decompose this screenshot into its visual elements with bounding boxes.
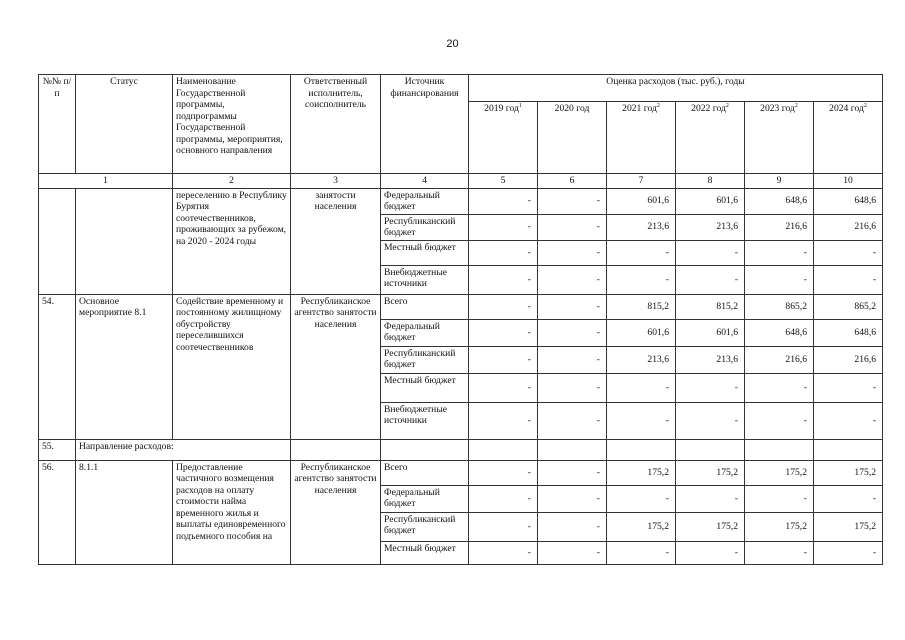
value-cell: 175,2 — [814, 512, 883, 541]
column-number: 4 — [381, 174, 469, 189]
header-year — [607, 102, 676, 174]
header-num: №№ п/п — [39, 75, 76, 174]
year-footnote-mark: 1 — [518, 103, 522, 109]
funding-source: Всего — [381, 460, 469, 485]
year-label: 2024 год — [829, 103, 864, 115]
value-cell: - — [538, 373, 607, 402]
empty-cell — [607, 439, 676, 460]
value-cell: - — [469, 512, 538, 541]
funding-source: Всего — [381, 294, 469, 319]
column-number: 3 — [291, 174, 381, 189]
value-cell: - — [469, 541, 538, 564]
value-cell: - — [538, 188, 607, 214]
value-cell: 175,2 — [814, 460, 883, 485]
column-number: 8 — [676, 174, 745, 189]
value-cell: - — [538, 485, 607, 512]
row-status: Основное мероприятие 8.1 — [76, 294, 173, 439]
value-cell: - — [469, 188, 538, 214]
row-number: 54. — [39, 294, 76, 439]
row-name: Содействие временному и постоянному жилищному обустройству переселившихся соотечественников — [173, 294, 291, 439]
value-cell: - — [469, 214, 538, 240]
row-status — [76, 188, 173, 294]
empty-cell — [538, 439, 607, 460]
value-cell: - — [676, 265, 745, 294]
funding-source: Местный бюджет — [381, 240, 469, 265]
value-cell: - — [607, 373, 676, 402]
row-number — [39, 188, 76, 294]
value-cell: - — [538, 265, 607, 294]
header-year — [538, 102, 607, 174]
column-number: 10 — [814, 174, 883, 189]
value-cell: - — [607, 402, 676, 439]
value-cell: 648,6 — [745, 319, 814, 346]
value-cell: - — [469, 294, 538, 319]
value-cell: 213,6 — [607, 346, 676, 373]
value-cell: - — [538, 402, 607, 439]
header-row — [39, 75, 883, 102]
row-direction-label: Направление расходов: — [76, 439, 291, 460]
header-name: Наименование Государственной программы, подпрограммы Государственной программы, мероприятия, основного направления — [173, 75, 291, 174]
value-cell: - — [469, 265, 538, 294]
value-cell: 865,2 — [745, 294, 814, 319]
column-number: 6 — [538, 174, 607, 189]
funding-source: Внебюджетные источники — [381, 265, 469, 294]
row-number: 56. — [39, 460, 76, 564]
year-label: 2023 год — [760, 103, 795, 115]
empty-cell — [381, 439, 469, 460]
value-cell: - — [607, 240, 676, 265]
value-cell: - — [469, 373, 538, 402]
value-cell: - — [814, 240, 883, 265]
value-cell: - — [538, 319, 607, 346]
row-responsible: занятости населения — [291, 188, 381, 294]
header-year — [469, 102, 538, 174]
value-cell: 601,6 — [676, 188, 745, 214]
empty-cell — [745, 439, 814, 460]
row-responsible: Республиканское агентство занятости населения — [291, 294, 381, 439]
header-status: Статус — [76, 75, 173, 174]
year-footnote-mark: 2 — [794, 103, 798, 109]
funding-source: Внебюджетные источники — [381, 402, 469, 439]
value-cell: 865,2 — [814, 294, 883, 319]
value-cell: 175,2 — [607, 512, 676, 541]
year-label: 2020 год — [554, 103, 590, 114]
empty-cell — [814, 439, 883, 460]
value-cell: 175,2 — [607, 460, 676, 485]
value-cell: 213,6 — [676, 346, 745, 373]
value-cell: - — [538, 460, 607, 485]
row-name: переселению в Республику Бурятия соотечественников, проживающих за рубежом, на 2020 - 2024 годы — [173, 188, 291, 294]
value-cell: - — [469, 319, 538, 346]
value-cell: 213,6 — [676, 214, 745, 240]
funding-source: Местный бюджет — [381, 541, 469, 564]
column-numbers-row — [39, 174, 883, 189]
value-cell: 648,6 — [814, 319, 883, 346]
value-cell: 601,6 — [607, 188, 676, 214]
value-cell: - — [814, 373, 883, 402]
column-number: 1 — [39, 174, 173, 189]
value-cell: - — [469, 402, 538, 439]
header-costs: Оценка расходов (тыс. руб.), годы — [469, 75, 883, 102]
value-cell: - — [676, 541, 745, 564]
value-cell: 175,2 — [676, 460, 745, 485]
column-number: 9 — [745, 174, 814, 189]
column-number: 7 — [607, 174, 676, 189]
value-cell: 216,6 — [814, 346, 883, 373]
value-cell: - — [538, 294, 607, 319]
value-cell: - — [676, 485, 745, 512]
value-cell: - — [676, 373, 745, 402]
value-cell: 815,2 — [607, 294, 676, 319]
header-source: Источник финансирования — [381, 75, 469, 174]
year-label: 2021 год — [622, 103, 657, 115]
value-cell: - — [745, 265, 814, 294]
funding-source: Республиканский бюджет — [381, 214, 469, 240]
empty-cell — [676, 439, 745, 460]
column-number: 5 — [469, 174, 538, 189]
value-cell: - — [745, 541, 814, 564]
row-name: Предоставление частичного возмещения расходов на оплату стоимости найма временного жилья и выплаты единовременного подъемного пособия на — [173, 460, 291, 564]
value-cell: 815,2 — [676, 294, 745, 319]
value-cell: - — [469, 346, 538, 373]
year-footnote-mark: 2 — [725, 103, 729, 109]
value-cell: - — [607, 485, 676, 512]
header-year — [676, 102, 745, 174]
value-cell: - — [745, 373, 814, 402]
value-cell: 601,6 — [676, 319, 745, 346]
funding-source: Местный бюджет — [381, 373, 469, 402]
value-cell: - — [469, 460, 538, 485]
empty-cell — [469, 439, 538, 460]
value-cell: 601,6 — [607, 319, 676, 346]
value-cell: - — [814, 402, 883, 439]
value-cell: 175,2 — [676, 512, 745, 541]
year-label: 2022 год — [691, 103, 726, 115]
table-row — [39, 460, 883, 485]
funding-source: Федеральный бюджет — [381, 319, 469, 346]
year-footnote-mark: 2 — [656, 103, 660, 109]
value-cell: 648,6 — [814, 188, 883, 214]
funding-source: Федеральный бюджет — [381, 485, 469, 512]
funding-source: Республиканский бюджет — [381, 346, 469, 373]
value-cell: 175,2 — [745, 460, 814, 485]
value-cell: 216,6 — [745, 214, 814, 240]
value-cell: 648,6 — [745, 188, 814, 214]
value-cell: - — [676, 402, 745, 439]
table-row — [39, 294, 883, 319]
value-cell: - — [814, 485, 883, 512]
funding-source: Республиканский бюджет — [381, 512, 469, 541]
value-cell: 216,6 — [814, 214, 883, 240]
value-cell: - — [676, 240, 745, 265]
value-cell: - — [745, 402, 814, 439]
value-cell: - — [607, 265, 676, 294]
value-cell: 213,6 — [607, 214, 676, 240]
value-cell: - — [814, 265, 883, 294]
table-row — [39, 439, 883, 460]
value-cell: 216,6 — [745, 346, 814, 373]
header-year — [745, 102, 814, 174]
column-number: 2 — [173, 174, 291, 189]
value-cell: 175,2 — [745, 512, 814, 541]
value-cell: - — [745, 240, 814, 265]
value-cell: - — [538, 512, 607, 541]
value-cell: - — [538, 240, 607, 265]
row-number: 55. — [39, 439, 76, 460]
empty-cell — [291, 439, 381, 460]
row-responsible: Республиканское агентство занятости населения — [291, 460, 381, 564]
row-status: 8.1.1 — [76, 460, 173, 564]
value-cell: - — [814, 541, 883, 564]
header-responsible: Ответственный исполнитель, соисполнитель — [291, 75, 381, 174]
value-cell: - — [607, 541, 676, 564]
funding-source: Федеральный бюджет — [381, 188, 469, 214]
budget-table — [38, 74, 883, 565]
year-label: 2019 год — [484, 103, 519, 115]
value-cell: - — [538, 214, 607, 240]
value-cell: - — [745, 485, 814, 512]
value-cell: - — [469, 240, 538, 265]
year-footnote-mark: 2 — [863, 103, 867, 109]
header-year — [814, 102, 883, 174]
page-number: 20 — [446, 38, 459, 50]
value-cell: - — [469, 485, 538, 512]
value-cell: - — [538, 346, 607, 373]
value-cell: - — [538, 541, 607, 564]
table-row — [39, 188, 883, 214]
